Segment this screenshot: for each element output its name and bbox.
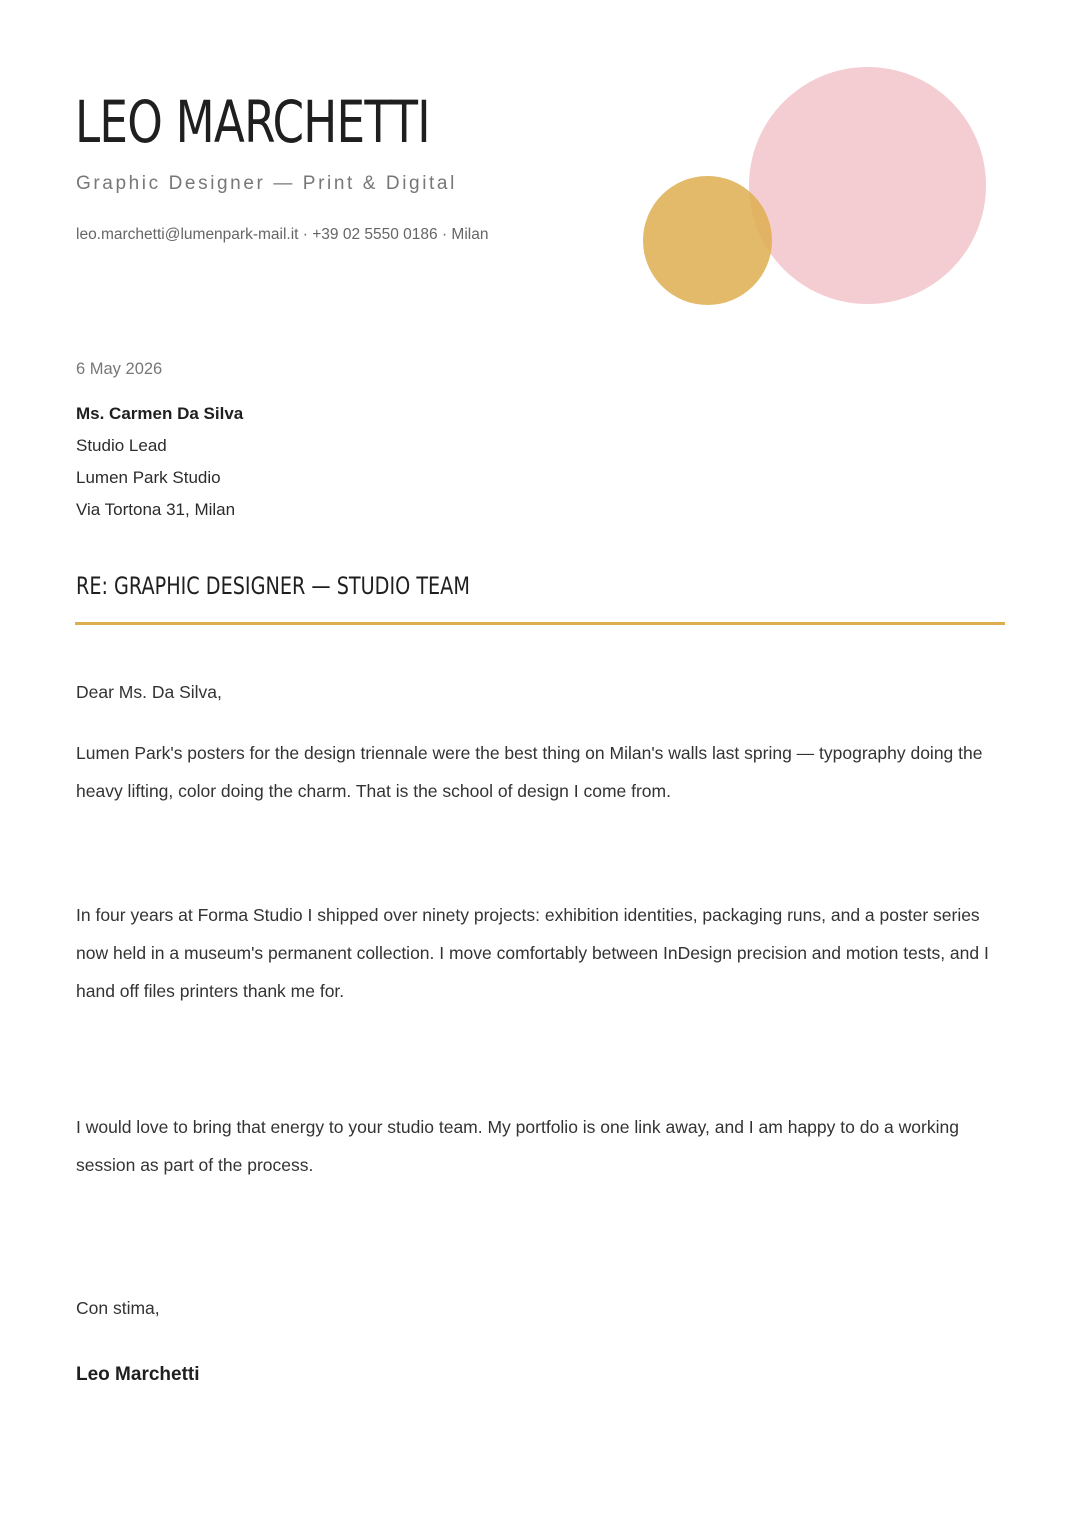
applicant-contact: leo.marchetti@lumenpark-mail.it · +39 02 5550 0186 · Milan <box>76 226 489 243</box>
subject-line: RE: GRAPHIC DESIGNER — STUDIO TEAM <box>76 572 470 600</box>
body-paragraph-1: Lumen Park's posters for the design triennale were the best thing on Milan's walls last spring — typography doing the heavy lifting, color doing the charm. That is the school of design I come from. <box>76 743 983 801</box>
recipient-address: Via Tortona 31, Milan <box>76 500 236 519</box>
salutation: Dear Ms. Da Silva, <box>76 682 222 702</box>
recipient-title: Studio Lead <box>76 436 167 455</box>
recipient-name: Ms. Carmen Da Silva <box>76 404 244 423</box>
letter-date: 6 May 2026 <box>76 360 163 378</box>
subject-divider <box>75 622 1005 625</box>
body-paragraph-2: In four years at Forma Studio I shipped over ninety projects: exhibition identities, packaging runs, and a poster series now held in a museum's permanent collection. I move comfortably between InDesign precision and motion tests, and I hand off files printers thank me for. <box>76 905 989 1001</box>
signature-name: Leo Marchetti <box>76 1364 200 1385</box>
body-paragraph-3: I would love to bring that energy to your studio team. My portfolio is one link away, and I am happy to do a working session as part of the process. <box>76 1117 959 1175</box>
applicant-name: LEO MARCHETTI <box>75 88 430 156</box>
recipient-company: Lumen Park Studio <box>76 468 221 487</box>
applicant-tagline: Graphic Designer — Print & Digital <box>76 173 457 194</box>
recipient-block <box>76 398 243 526</box>
gold-circle-decoration <box>643 176 772 305</box>
closing: Con stima, <box>76 1298 160 1318</box>
pink-circle-decoration <box>749 67 986 304</box>
